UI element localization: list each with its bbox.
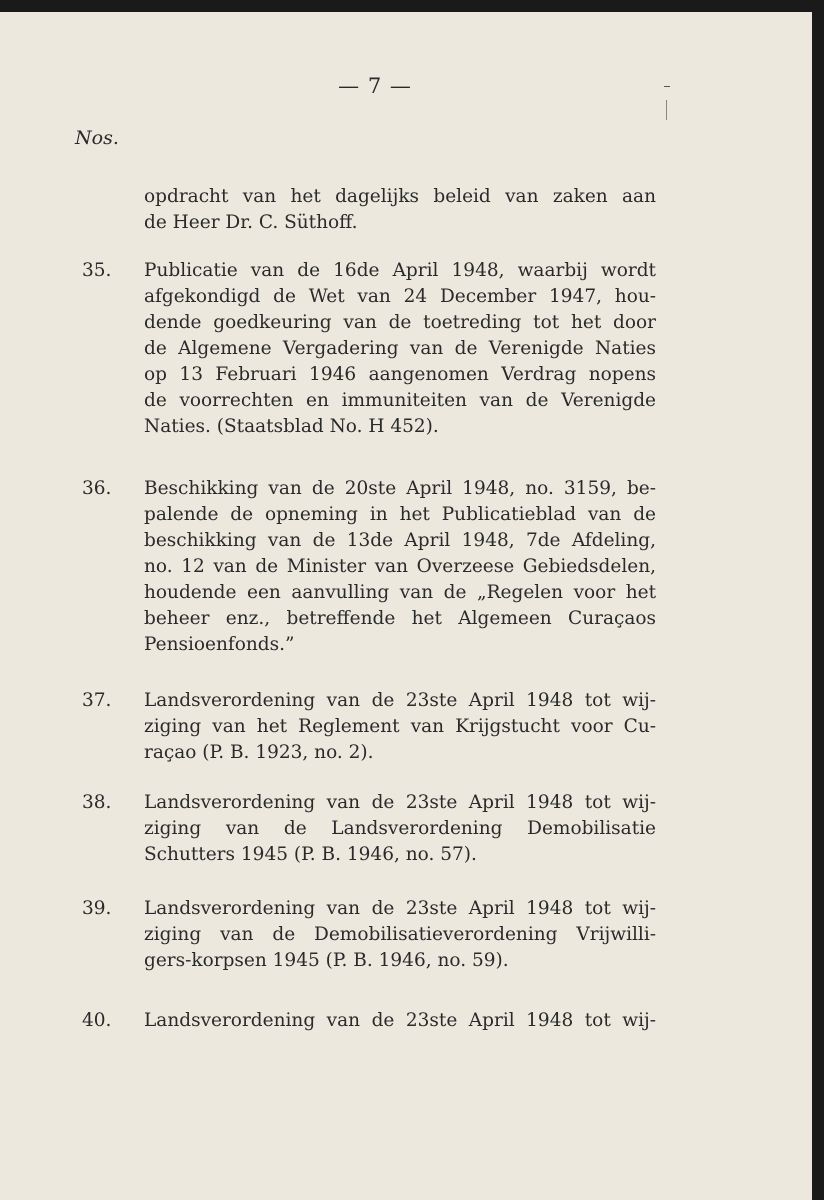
document-page	[0, 12, 812, 1200]
entry-text	[144, 688, 656, 766]
text-line: raçao (P. B. 1923, no. 2).	[144, 742, 374, 763]
print-mark	[664, 86, 670, 87]
entry-number: 40.	[82, 1010, 112, 1031]
text-line: Naties. (Staatsblad No. H 452).	[144, 416, 439, 437]
entry-text	[144, 790, 656, 868]
text-line: afgekondigd de Wet van 24 December 1947, hou-	[144, 286, 656, 307]
page-number: — 7 —	[338, 74, 412, 98]
text-line: Landsverordening van de 23ste April 1948 tot wij-	[144, 690, 656, 711]
text-line: de Algemene Vergadering van de Verenigde Naties	[144, 338, 656, 359]
text-line: de Heer Dr. C. Süthoff.	[144, 212, 358, 233]
text-line: Landsverordening van de 23ste April 1948 tot wij-	[144, 792, 656, 813]
entry-text	[144, 258, 656, 440]
text-line: ziging van de Demobilisatieverordening Vrijwilli-	[144, 924, 656, 945]
scan-border	[812, 0, 824, 1200]
text-line: no. 12 van de Minister van Overzeese Gebiedsdelen,	[144, 556, 656, 577]
text-line: Landsverordening van de 23ste April 1948 tot wij-	[144, 1010, 656, 1031]
text-line: Schutters 1945 (P. B. 1946, no. 57).	[144, 844, 477, 865]
text-line: palende de opneming in het Publicatieblad van de	[144, 504, 656, 525]
text-line: ziging van het Reglement van Krijgstucht voor Cu-	[144, 716, 656, 737]
text-line: ziging van de Landsverordening Demobilisatie	[144, 818, 656, 839]
print-mark	[666, 100, 667, 120]
text-line: op 13 Februari 1946 aangenomen Verdrag nopens	[144, 364, 656, 385]
text-line: beheer enz., betreffende het Algemeen Curaçaos	[144, 608, 656, 629]
entry-text	[144, 184, 656, 236]
text-line: Beschikking van de 20ste April 1948, no. 3159, be-	[144, 478, 656, 499]
entry-text	[144, 476, 656, 658]
entry-number: 35.	[82, 260, 112, 281]
text-line: Publicatie van de 16de April 1948, waarbij wordt	[144, 260, 656, 281]
entry-text	[144, 1008, 656, 1034]
entry-number: 37.	[82, 690, 112, 711]
entry-number: 38.	[82, 792, 112, 813]
text-line: gers-korpsen 1945 (P. B. 1946, no. 59).	[144, 950, 509, 971]
text-line: houdende een aanvulling van de „Regelen voor het	[144, 582, 656, 603]
entry-text	[144, 896, 656, 974]
entry-number: 36.	[82, 478, 112, 499]
text-line: Landsverordening van de 23ste April 1948 tot wij-	[144, 898, 656, 919]
nos-label: Nos.	[75, 127, 119, 149]
text-line: de voorrechten en immuniteiten van de Verenigde	[144, 390, 656, 411]
text-line: dende goedkeuring van de toetreding tot het door	[144, 312, 656, 333]
text-line: beschikking van de 13de April 1948, 7de Afdeling,	[144, 530, 656, 551]
text-line: Pensioenfonds.”	[144, 634, 295, 655]
text-line: opdracht van het dagelijks beleid van zaken aan	[144, 186, 656, 207]
entry-number: 39.	[82, 898, 112, 919]
